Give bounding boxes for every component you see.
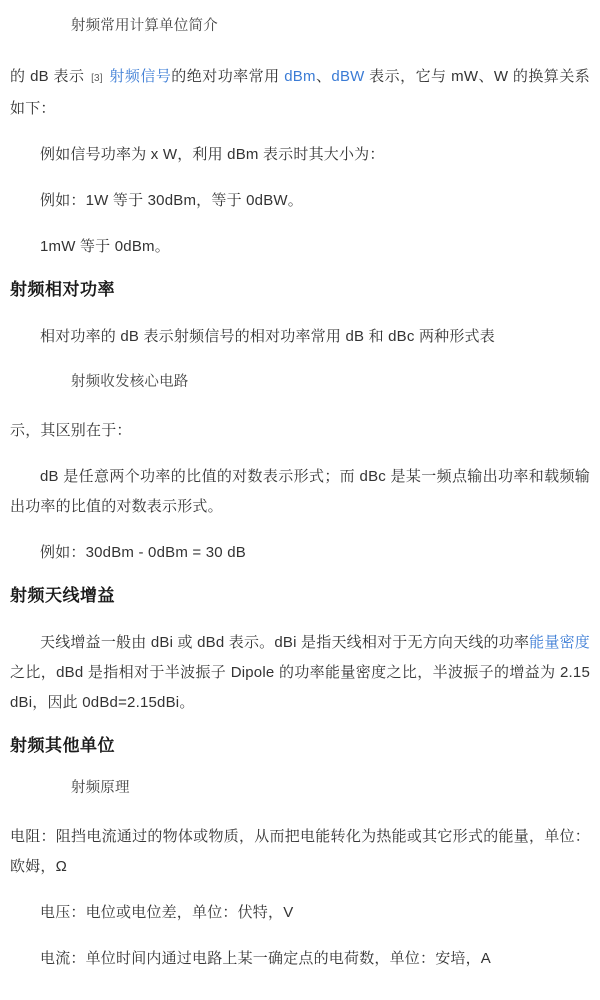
text-run: 射频原理 — [70, 780, 130, 796]
paragraph-voltage — [10, 898, 590, 928]
heading-antenna-gain — [10, 584, 590, 608]
text-run: 例如信号功率为 x W，利用 dBm 表示时其大小为： — [40, 146, 385, 163]
paragraph-example-1mw — [10, 232, 590, 262]
citation-ref[interactable]: [3] — [91, 73, 103, 84]
text-run: 之比，dBd 是指相对于半波振子 Dipole 的功率能量密度之比，半波振子的增益为 2.15dBi，因此 0dBd=2.15dBi。 — [10, 664, 590, 711]
caption-rf-principle — [10, 778, 590, 798]
text-run: 射频相对功率 — [10, 280, 115, 299]
paragraph-db-dbc — [10, 462, 590, 522]
text-run: 、 — [315, 68, 332, 85]
text-run: 电流：单位时间内通过电路上某一确定点的电荷数，单位：安培，A — [40, 950, 492, 967]
paragraph-relative-power — [10, 322, 590, 352]
text-run: 1mW 等于 0dBm。 — [40, 238, 170, 255]
text-run: 电阻：阻挡电流通过的物体或物质，从而把电能转化为热能或其它形式的能量，单位：欧姆，Ω — [10, 828, 590, 875]
inline-link[interactable]: dBm — [284, 68, 316, 85]
text-run: 射频其他单位 — [10, 736, 115, 755]
paragraph-antenna-gain — [10, 628, 590, 718]
inline-link[interactable]: 能量密度 — [529, 634, 590, 651]
text-run: 天线增益一般由 dBi 或 dBd 表示。dBi 是指天线相对于无方向天线的功率 — [40, 634, 530, 651]
paragraph-example-30db — [10, 538, 590, 568]
paragraph-example-intro — [10, 140, 590, 170]
paragraph-current — [10, 944, 590, 974]
caption-rf-circuit — [10, 372, 590, 392]
text-run: 示，其区别在于： — [10, 422, 132, 439]
inline-link[interactable]: 射频信号 — [109, 68, 172, 85]
heading-relative-power — [10, 278, 590, 302]
text-run: 射频天线增益 — [10, 586, 115, 605]
text-run: 例如：30dBm - 0dBm = 30 dB — [40, 544, 246, 561]
document-body — [10, 16, 590, 974]
inline-link[interactable]: dBW — [331, 68, 365, 85]
text-run: 电压：电位或电位差，单位：伏特，V — [40, 904, 294, 921]
text-run: 射频常用计算单位简介 — [70, 18, 218, 34]
paragraph-difference-intro — [10, 416, 590, 446]
paragraph-example-1w — [10, 186, 590, 216]
doc-title — [10, 16, 590, 36]
text-run: 的 dB 表示 — [10, 68, 90, 85]
paragraph-resistance — [10, 822, 590, 882]
text-run: 相对功率的 dB 表示射频信号的相对功率常用 dB 和 dBc 两种形式表 — [40, 328, 495, 345]
text-run: 的绝对功率常用 — [171, 68, 285, 85]
text-run: 射频收发核心电路 — [70, 374, 189, 390]
heading-other-units — [10, 734, 590, 758]
text-run: 例如：1W 等于 30dBm，等于 0dBW。 — [40, 192, 303, 209]
paragraph-absolute-power — [10, 62, 590, 124]
text-run: dB 是任意两个功率的比值的对数表示形式；而 dBc 是某一频点输出功率和载频输出功率的比值的对数表示形式。 — [10, 468, 590, 515]
text-run: 表示，它与 mW、W 的换算关系如下： — [10, 68, 590, 117]
